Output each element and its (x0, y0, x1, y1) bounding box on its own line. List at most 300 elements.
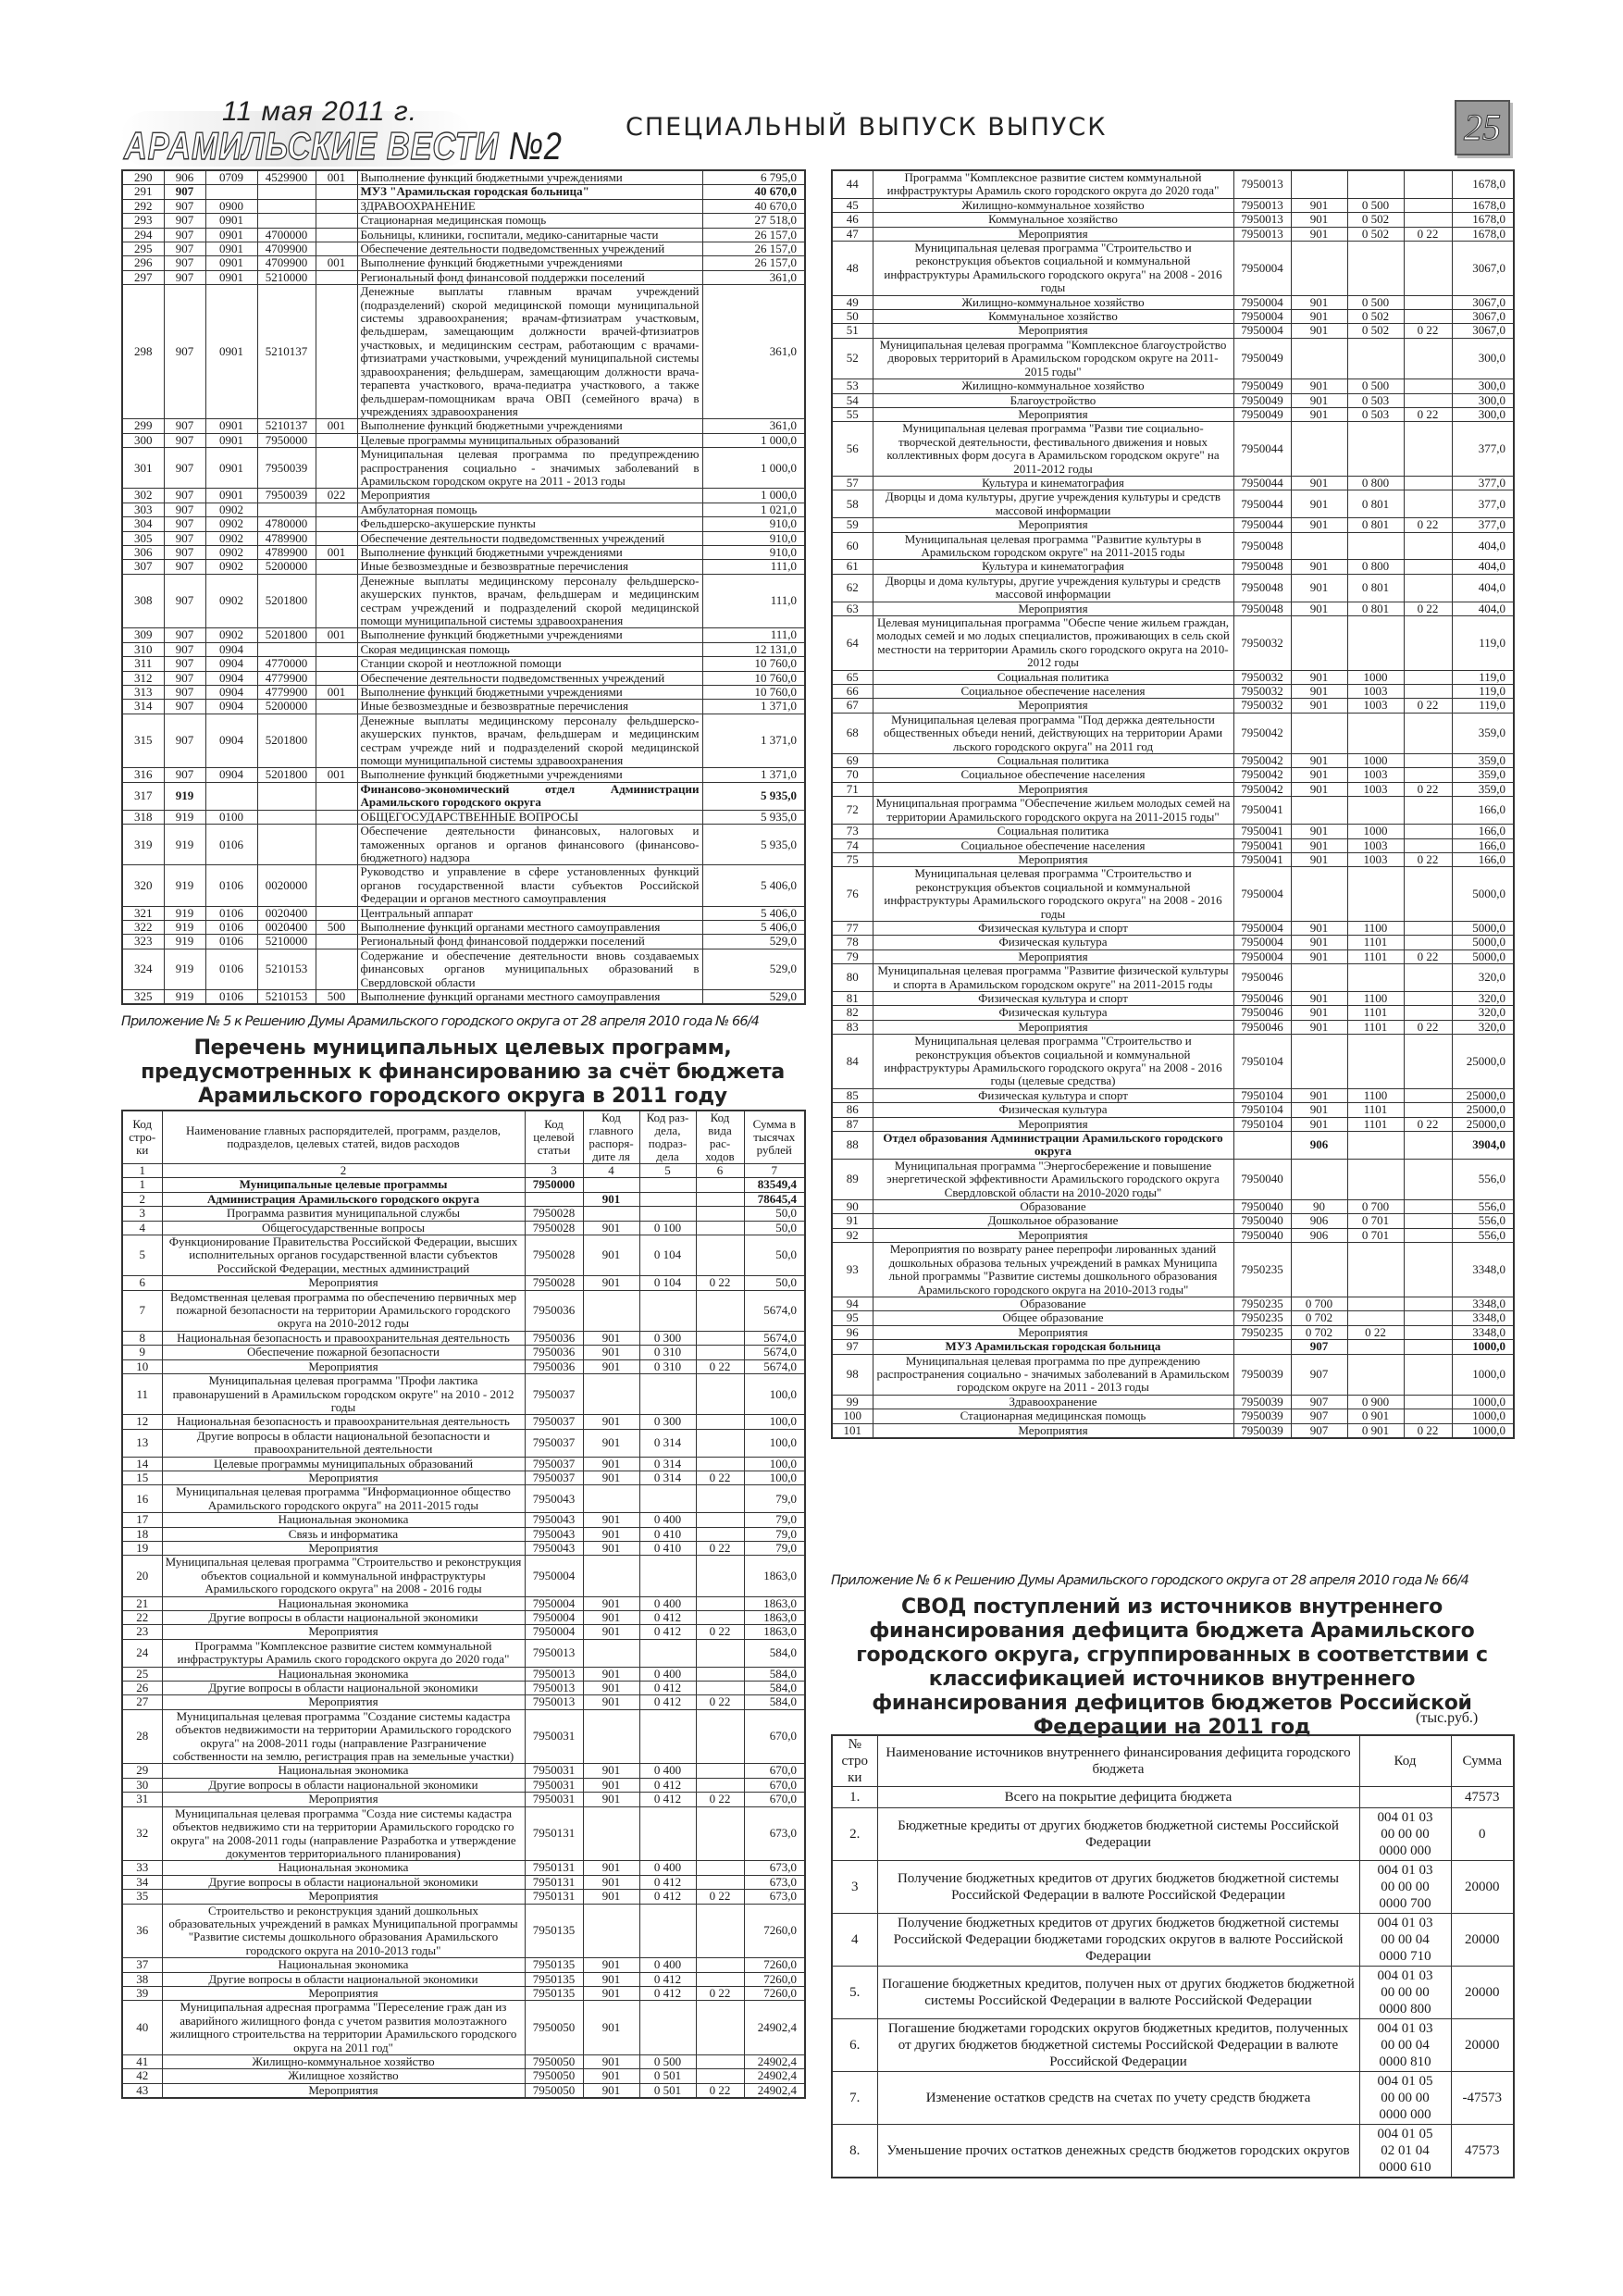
expense-type-code (1404, 1214, 1452, 1228)
amount: 119,0 (1452, 685, 1514, 699)
target-article (257, 214, 316, 228)
target-article-code: 7950036 (525, 1331, 583, 1345)
expense-type (316, 433, 357, 447)
section-code: 0106 (205, 989, 257, 1004)
section-code: 0901 (205, 242, 257, 256)
row-number: 41 (122, 2055, 162, 2069)
row-number: 319 (122, 825, 164, 865)
target-article: 7950039 (257, 489, 316, 503)
table-row (832, 242, 1514, 296)
row-number: 100 (832, 1409, 873, 1423)
amount: 7260,0 (744, 1958, 805, 1972)
target-article-code: 7950028 (525, 1207, 583, 1221)
program-name: Мероприятия (873, 782, 1233, 796)
program-name: Мероприятия (873, 324, 1233, 338)
description: Выполнение функций органами местного самоуправления (357, 989, 702, 1004)
section-code: 0 300 (639, 1415, 696, 1429)
description: Центральный аппарат (357, 906, 702, 920)
expense-type-code (696, 1875, 744, 1889)
table-row (832, 1243, 1514, 1297)
expense-type-code: 0 22 (1404, 699, 1452, 713)
grbs-code: 901 (583, 1541, 639, 1555)
table-row (832, 1808, 1514, 1861)
section-code (639, 1806, 696, 1861)
section-code (639, 1556, 696, 1596)
amount: 119,0 (1452, 699, 1514, 713)
grbs-code (1291, 338, 1347, 379)
row-number: 2 (122, 1192, 162, 1206)
section-code (1347, 797, 1404, 825)
row-number: 53 (832, 379, 873, 393)
table-row (122, 503, 805, 516)
target-article: 4779900 (257, 671, 316, 685)
description: Скорая медицинская помощь (357, 642, 702, 656)
section-code: 0 412 (639, 1875, 696, 1889)
amount: 100,0 (744, 1374, 805, 1415)
target-article-code: 7950031 (525, 1764, 583, 1778)
target-article-code: 7950044 (1233, 476, 1291, 490)
target-article-code: 7950039 (1233, 1354, 1291, 1395)
table-row (122, 1709, 805, 1764)
row-number: 30 (122, 1778, 162, 1792)
grbs-code: 907 (164, 642, 205, 656)
grbs-code (583, 1207, 639, 1221)
target-article: 5201800 (257, 628, 316, 642)
expense-type-code: 0 22 (696, 1541, 744, 1555)
row-number: 3 (832, 1861, 877, 1914)
grbs-code: 901 (583, 1625, 639, 1639)
expense-type: 001 (316, 628, 357, 642)
expense-type-code (696, 1667, 744, 1681)
amount: 670,0 (744, 1778, 805, 1792)
table-row (832, 825, 1514, 838)
target-article-code: 7950043 (525, 1485, 583, 1513)
grbs-code: 901 (1291, 198, 1347, 212)
expense-type-code: 0 22 (1404, 1020, 1452, 1034)
expense-type-code (696, 1806, 744, 1861)
target-article-code: 7950031 (525, 1709, 583, 1764)
table-row (122, 170, 805, 185)
amount: 359,0 (1452, 754, 1514, 768)
grbs-code (1291, 1035, 1347, 1089)
program-name: Физическая культура (873, 936, 1233, 949)
target-article: 5210000 (257, 270, 316, 284)
table-row (122, 657, 805, 671)
program-name: Мероприятия (873, 1228, 1233, 1242)
table-row (122, 906, 805, 920)
source-name: Получение бюджетных кредитов от других бюджетов бюджетной системы Российской Федерации бюджетами городских округов в валюте Российской Федерации (877, 1914, 1359, 1967)
amount: 584,0 (744, 1667, 805, 1681)
grbs-code: 901 (1291, 1117, 1347, 1131)
grbs-code: 907 (164, 686, 205, 700)
expense-type-code (1404, 1395, 1452, 1409)
section-code: 1101 (1347, 1006, 1404, 1020)
grbs-code: 901 (583, 1793, 639, 1806)
section-code: 0 503 (1347, 407, 1404, 421)
amount: 111,0 (702, 560, 805, 574)
amount: 111,0 (702, 574, 805, 628)
row-number: 78 (832, 936, 873, 949)
target-article: 0020400 (257, 920, 316, 934)
grbs-code: 919 (164, 825, 205, 865)
row-number: 35 (122, 1890, 162, 1904)
table-row (122, 270, 805, 284)
table-row (122, 1972, 805, 1986)
row-number: 96 (832, 1325, 873, 1339)
row-number: 89 (832, 1159, 873, 1199)
program-name: Национальная экономика (162, 1667, 525, 1681)
grbs-code: 901 (1291, 852, 1347, 866)
amount: 320,0 (1452, 1006, 1514, 1020)
expense-type-code (1404, 921, 1452, 935)
amount: 26 157,0 (702, 256, 805, 270)
program-name: Дошкольное образование (873, 1214, 1233, 1228)
amount: 166,0 (1452, 797, 1514, 825)
table-row (832, 338, 1514, 379)
section-code: 0901 (205, 448, 257, 489)
budget-code: 004 01 03 00 00 00 0000 000 (1359, 1808, 1451, 1861)
target-article-code: 7950135 (525, 1986, 583, 2000)
amount: 166,0 (1452, 852, 1514, 866)
expense-type-code (696, 1207, 744, 1221)
program-name: Образование (873, 1200, 1233, 1214)
grbs-code (1291, 1243, 1347, 1297)
program-name: Муниципальная целевая программа "Информационное общество Арамильского городского округа" на 2011-2015 годы (162, 1485, 525, 1513)
target-article-code: 7950037 (525, 1415, 583, 1429)
section-code: 1003 (1347, 768, 1404, 782)
program-name: Мероприятия (873, 852, 1233, 866)
grbs-code: 907 (164, 517, 205, 531)
section-code: 0 501 (639, 2083, 696, 2098)
target-article: 5210000 (257, 935, 316, 949)
description: Мероприятия (357, 489, 702, 503)
table-row (832, 574, 1514, 602)
table-row (122, 1764, 805, 1778)
section-code: 0 801 (1347, 490, 1404, 518)
amount: -47573 (1451, 2072, 1514, 2125)
target-article-code: 7950041 (1233, 838, 1291, 852)
program-name: Мероприятия (162, 1793, 525, 1806)
grbs-code: 901 (1291, 1020, 1347, 1034)
grbs-code: 919 (164, 949, 205, 989)
amount: 119,0 (1452, 670, 1514, 684)
amount: 119,0 (1452, 616, 1514, 671)
source-name: Погашение бюджетами городских округов бюджетных кредитов, полученных от других бюджетов бюджетной системы Российской Федерации в валюте Российской Федерации (877, 2019, 1359, 2072)
amount: 3348,0 (1452, 1325, 1514, 1339)
expense-type-code (1404, 670, 1452, 684)
budget-code: 004 01 03 00 00 04 0000 710 (1359, 1914, 1451, 1967)
table-row (122, 1178, 805, 1192)
amount: 0 (1451, 1808, 1514, 1861)
grbs-code: 907 (164, 560, 205, 574)
program-name: Мероприятия (873, 1117, 1233, 1131)
description: Руководство и управление в сфере установленных функций органов государственной власти субъектов Российской Федерации и органов местного самоуправления (357, 865, 702, 906)
expense-type-code (1404, 198, 1452, 212)
table-row (122, 782, 805, 810)
section-code: 0 412 (639, 1611, 696, 1625)
row-number: 76 (832, 867, 873, 922)
expense-type-code (696, 1639, 744, 1667)
section-code: 0904 (205, 642, 257, 656)
row-number: 308 (122, 574, 164, 628)
row-number: 58 (832, 490, 873, 518)
program-name: Обеспечение пожарной безопасности (162, 1346, 525, 1359)
target-article-code: 7950013 (1233, 198, 1291, 212)
target-article-code: 7950104 (1233, 1117, 1291, 1131)
row-number: 38 (122, 1972, 162, 1986)
grbs-code: 901 (583, 1235, 639, 1276)
column-number: 7 (744, 1164, 805, 1178)
amount: 1 371,0 (702, 714, 805, 768)
section-code: 0 500 (639, 2055, 696, 2069)
expense-type: 022 (316, 489, 357, 503)
grbs-code (583, 1806, 639, 1861)
target-article-code: 7950235 (1233, 1311, 1291, 1325)
amount: 320,0 (1452, 1020, 1514, 1034)
section-code: 0 801 (1347, 602, 1404, 615)
description: Стационарная медицинская помощь (357, 214, 702, 228)
row-number: 40 (122, 2001, 162, 2055)
program-name: Дворцы и дома культуры, другие учреждения культуры и средств массовой информации (873, 574, 1233, 602)
section-code: 0 500 (1347, 295, 1404, 309)
target-article-code: 7950040 (1233, 1200, 1291, 1214)
section-code (1347, 1354, 1404, 1395)
grbs-code: 901 (1291, 213, 1347, 227)
row-number: 59 (832, 518, 873, 532)
row-number: 301 (122, 448, 164, 489)
row-number: 47 (832, 227, 873, 241)
expense-type-code (1404, 422, 1452, 477)
target-article-code: 7950048 (1233, 574, 1291, 602)
target-article-code: 7950131 (525, 1861, 583, 1875)
row-number: 87 (832, 1117, 873, 1131)
amount: 1678,0 (1452, 198, 1514, 212)
section-title: СПЕЦИАЛЬНЫЙ ВЫПУСК ВЫПУСК (626, 113, 1108, 142)
grbs-code: 907 (164, 433, 205, 447)
expense-type: 001 (316, 545, 357, 559)
row-number: 316 (122, 768, 164, 782)
expense-type (316, 270, 357, 284)
target-article-code: 7950004 (525, 1611, 583, 1625)
grbs-code: 901 (1291, 1103, 1347, 1117)
row-number: 49 (832, 295, 873, 309)
section-code: 0901 (205, 270, 257, 284)
amount: 670,0 (744, 1709, 805, 1764)
expense-type-code: 0 22 (1404, 602, 1452, 615)
budget-code: 004 01 05 02 01 04 0000 610 (1359, 2125, 1451, 2178)
program-name: Жилищно-коммунальное хозяйство (162, 2055, 525, 2069)
amount: 20000 (1451, 1967, 1514, 2019)
program-name: Мероприятия (162, 1890, 525, 1904)
row-number: 299 (122, 419, 164, 433)
expense-type-code (696, 1374, 744, 1415)
amount: 1 000,0 (702, 489, 805, 503)
table-row (122, 700, 805, 714)
expense-type-code (1404, 1159, 1452, 1199)
description: Выполнение функций бюджетными учреждениями (357, 170, 702, 185)
section-code: 0901 (205, 285, 257, 419)
program-name: Национальная безопасность и правоохранительная деятельность (162, 1415, 525, 1429)
grbs-code: 907 (164, 671, 205, 685)
amount: 100,0 (744, 1471, 805, 1484)
amount: 320,0 (1452, 964, 1514, 992)
grbs-code: 907 (164, 256, 205, 270)
table-row (832, 685, 1514, 699)
amount: 100,0 (744, 1457, 805, 1471)
expense-type-code (1404, 616, 1452, 671)
amount: 20000 (1451, 2019, 1514, 2072)
table-row (122, 1904, 805, 1958)
target-article-code: 7950048 (1233, 560, 1291, 574)
table-row (832, 1340, 1514, 1354)
description: ОБЩЕГОСУДАРСТВЕННЫЕ ВОПРОСЫ (357, 810, 702, 824)
grbs-code: 907 (164, 545, 205, 559)
column-number: 3 (525, 1164, 583, 1178)
expense-type (316, 185, 357, 199)
source-name: Бюджетные кредиты от других бюджетов бюджетной системы Российской Федерации (877, 1808, 1359, 1861)
grbs-code: 907 (164, 270, 205, 284)
row-number: 45 (832, 198, 873, 212)
amount: 166,0 (1452, 838, 1514, 852)
section-code: 0 300 (639, 1331, 696, 1345)
table-row (122, 242, 805, 256)
amount: 1 000,0 (702, 433, 805, 447)
amount: 377,0 (1452, 422, 1514, 477)
section-code: 0106 (205, 935, 257, 949)
amount: 359,0 (1452, 713, 1514, 753)
table-row (122, 1806, 805, 1861)
grbs-code: 919 (164, 920, 205, 934)
target-article-code: 7950004 (1233, 949, 1291, 963)
table-row (832, 518, 1514, 532)
expense-type-code: 0 22 (1404, 1117, 1452, 1131)
expense-type (316, 949, 357, 989)
description: Обеспечение деятельности финансовых, налоговых и таможенных органов и органов финансового (финансово-бюджетного) надзора (357, 825, 702, 865)
expense-type-code (696, 1221, 744, 1235)
table-row (122, 1986, 805, 2000)
grbs-code: 901 (1291, 574, 1347, 602)
target-article: 4779900 (257, 686, 316, 700)
row-number: 2. (832, 1808, 877, 1861)
expense-type (316, 448, 357, 489)
grbs-code: 901 (583, 1958, 639, 1972)
target-article-code: 7950039 (1233, 1395, 1291, 1409)
section-code: 0 310 (639, 1346, 696, 1359)
target-article-code: 7950000 (525, 1178, 583, 1192)
amount: 20000 (1451, 1914, 1514, 1967)
table-row (832, 1967, 1514, 2019)
expense-type-code: 0 22 (1404, 324, 1452, 338)
grbs-code: 901 (583, 2055, 639, 2069)
amount: 50,0 (744, 1276, 805, 1290)
table-row (832, 936, 1514, 949)
grbs-code: 906 (164, 170, 205, 185)
program-name: Коммунальное хозяйство (873, 213, 1233, 227)
table-row (122, 642, 805, 656)
row-number: 307 (122, 560, 164, 574)
expense-type-code: 0 22 (696, 1695, 744, 1709)
description: Выполнение функций бюджетными учреждениями (357, 628, 702, 642)
section-code: 0 502 (1347, 310, 1404, 324)
table-row (832, 1228, 1514, 1242)
table-row (122, 448, 805, 489)
expense-type-code (1404, 295, 1452, 309)
row-number: 303 (122, 503, 164, 516)
table-row (832, 476, 1514, 490)
amount: 6 795,0 (702, 170, 805, 185)
amount: 10 760,0 (702, 657, 805, 671)
column-header: Код (1359, 1735, 1451, 1787)
program-name: Коммунальное хозяйство (873, 310, 1233, 324)
expense-type-code: 0 22 (696, 1276, 744, 1290)
amount: 40 670,0 (702, 199, 805, 213)
target-article-code: 7950043 (525, 1541, 583, 1555)
section-code: 0901 (205, 214, 257, 228)
description: МУЗ "Арамильская городская больница" (357, 185, 702, 199)
table-row (122, 768, 805, 782)
target-article-code: 7950039 (1233, 1409, 1291, 1423)
row-number: 20 (122, 1556, 162, 1596)
amount: 79,0 (744, 1527, 805, 1541)
target-article-code: 7950048 (1233, 602, 1291, 615)
grbs-code: 901 (1291, 560, 1347, 574)
amount: 1863,0 (744, 1556, 805, 1596)
amount: 3348,0 (1452, 1243, 1514, 1297)
amount: 83549,4 (744, 1178, 805, 1192)
section-code (1347, 713, 1404, 753)
target-article-code: 7950050 (525, 2001, 583, 2055)
expense-type (316, 714, 357, 768)
table-row (122, 1415, 805, 1429)
section-code (1347, 422, 1404, 477)
grbs-code: 901 (583, 1861, 639, 1875)
program-name: Благоустройство (873, 393, 1233, 407)
table-row (832, 1787, 1514, 1808)
expense-type-code (696, 1611, 744, 1625)
row-number: 65 (832, 670, 873, 684)
row-number: 9 (122, 1346, 162, 1359)
row-number: 51 (832, 324, 873, 338)
description: Амбулаторная помощь (357, 503, 702, 516)
expense-type-code (1404, 213, 1452, 227)
program-name: Национальная экономика (162, 1596, 525, 1610)
amount: 10 760,0 (702, 686, 805, 700)
target-article: 4789900 (257, 545, 316, 559)
target-article-code (1233, 1132, 1291, 1160)
grbs-code: 901 (1291, 393, 1347, 407)
grbs-code (583, 1904, 639, 1958)
grbs-code: 906 (1291, 1132, 1347, 1160)
section-code: 0 412 (639, 1793, 696, 1806)
description: Иные безвозмездные и безвозвратные перечисления (357, 700, 702, 714)
table-row (832, 1861, 1514, 1914)
target-article-code: 7950049 (1233, 407, 1291, 421)
program-name: Мероприятия (873, 949, 1233, 963)
row-number: 322 (122, 920, 164, 934)
description: Обеспечение деятельности подведомственных учреждений (357, 242, 702, 256)
table-row (122, 185, 805, 199)
grbs-code: 907 (164, 628, 205, 642)
grbs-code: 901 (583, 1667, 639, 1681)
column-number: 6 (696, 1164, 744, 1178)
grbs-code: 0 702 (1291, 1325, 1347, 1339)
table-row (122, 1235, 805, 1276)
amount: 529,0 (702, 949, 805, 989)
expense-type-code: 0 22 (1404, 1423, 1452, 1438)
grbs-code: 907 (164, 199, 205, 213)
expense-type-code (1404, 936, 1452, 949)
target-article-code: 7950004 (1233, 295, 1291, 309)
